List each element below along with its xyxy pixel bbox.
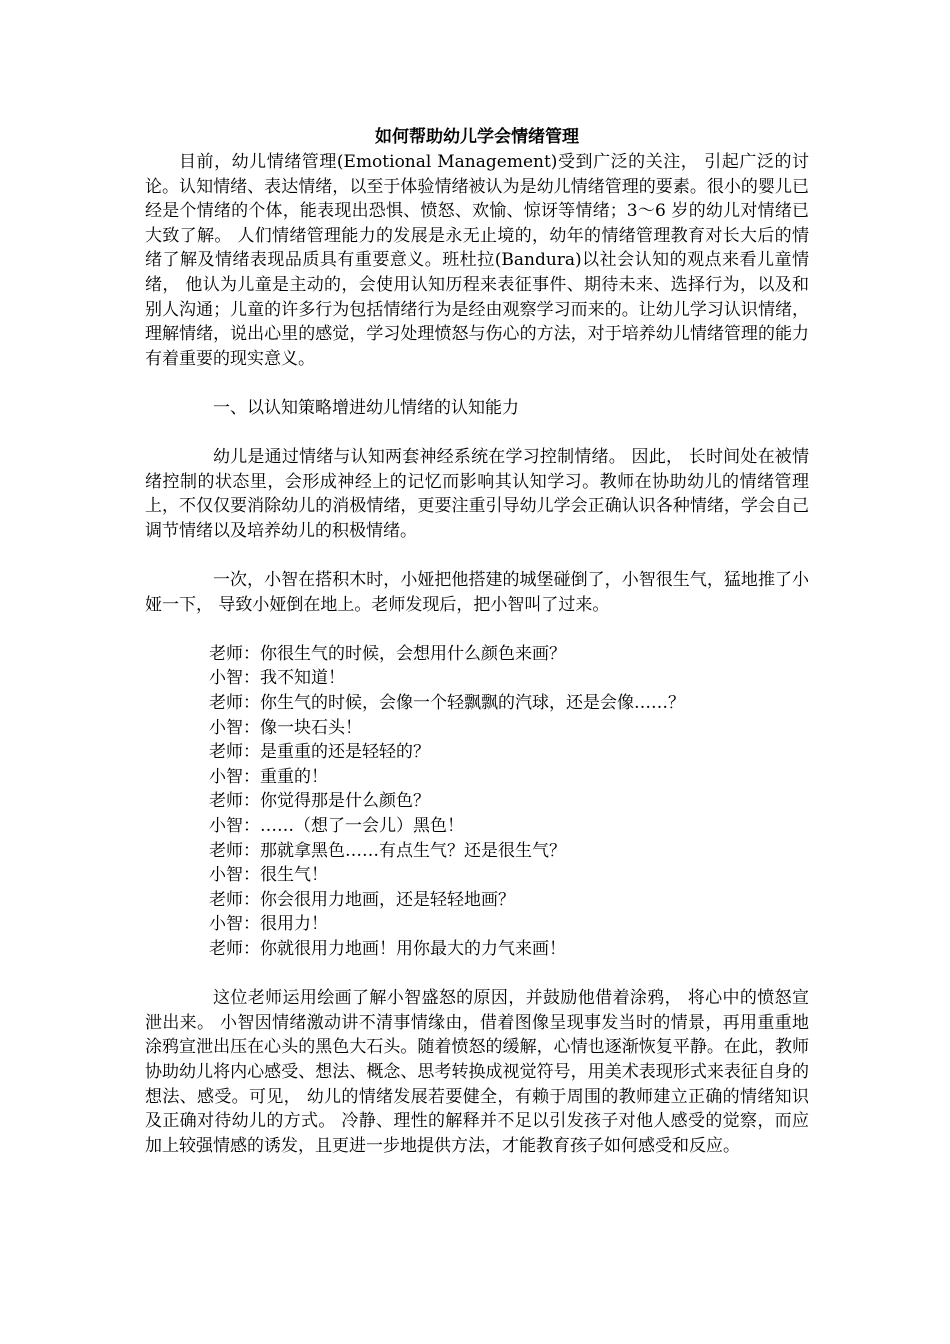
dialogue-line: 小智：像一块石头！ <box>209 717 362 738</box>
spacer <box>145 421 809 446</box>
dialogue-line: 老师：是重重的还是轻轻的？ <box>209 742 430 763</box>
body-paragraph: 幼儿是通过情绪与认知两套神经系统在学习控制情绪。 因此， 长时间处在被情绪控制的状态里，会形成神经上的记忆而影响其认知学习。教师在协助幼儿的情绪管理上，不仅仅要消除幼儿的消极情绪，更要注重引导幼儿学会正确认识各种情绪，学会自己调节情绪以及培养幼儿的积极情绪。 <box>145 447 809 541</box>
dialogue-line: 老师：你觉得那是什么颜色？ <box>209 791 430 812</box>
spacer <box>145 544 809 569</box>
dialogue-list <box>145 642 809 962</box>
analysis-paragraph: 这位老师运用绘画了解小智盛怒的原因，并鼓励他借着涂鸦， 将心中的愤怒宣泄出来。 小智因情绪激动讲不清事情缘由，借着图像呈现事发当时的情景，再用重重地涂鸦宣泄出压在心头的黑色大石头。随着愤怒的缓解，心情也逐渐恢复平静。在此，教师协助幼儿将内心感受、想法、概念、思考转换成视觉符号，用美术表现形式来表征自身的想法、感受。可见， 幼儿的情绪发展若要健全，有赖于周围的教师建立正确的情绪知识及正确对待幼儿的方式。 冷静、理性的解释并不足以引发孩子对他人感受的觉察，而应加上较强情感的诱发，且更进一步地提供方法，才能教育孩子如何感受和反应。 <box>145 988 809 1156</box>
dialogue-line: 老师：你很生气的时候，会想用什么颜色来画？ <box>209 643 566 664</box>
section-heading: 一、以认知策略增进幼儿情绪的认知能力 <box>213 397 519 418</box>
dialogue-line: 老师：你会很用力地画，还是轻轻地画？ <box>209 889 515 910</box>
document-title: 如何帮助幼儿学会情绪管理 <box>375 127 579 147</box>
spacer <box>145 617 809 642</box>
spacer <box>145 371 809 396</box>
dialogue-line: 小智：很生气！ <box>209 865 328 886</box>
dialogue-line: 小智：很用力！ <box>209 914 328 935</box>
dialogue-line: 小智：我不知道！ <box>209 668 345 689</box>
dialogue-line: 老师：你生气的时候，会像一个轻飘飘的汽球，还是会像……？ <box>209 693 685 714</box>
dialogue-line: 老师：那就拿黑色……有点生气？还是很生气？ <box>209 840 566 861</box>
dialogue-line: 小智：重重的！ <box>209 766 328 787</box>
spacer <box>145 962 809 987</box>
document-page <box>145 124 809 1158</box>
intro-paragraph: 目前，幼儿情绪管理(Emotional Management)受到广泛的关注， 引起广泛的讨论。认知情绪、表达情绪，以至于体验情绪被认为是幼儿情绪管理的要素。很小的婴儿已经是个情绪的个体，能表现出恐惧、愤怒、欢愉、惊讶等情绪；3～6 岁的幼儿对情绪已大致了解。 人们情绪管理能力的发展是永无止境的，幼年的情绪管理教育对长大后的情绪了解及情绪表现品质具有重要意义。班杜拉(Bandura)以社会认知的观点来看儿童情绪， 他认为儿童是主动的，会使用认知历程来表征事件、期待未来、选择行为，以及和别人沟通；儿童的许多行为包括情绪行为是经由观察学习而来的。让幼儿学习认识情绪，理解情绪，说出心里的感觉，学习处理愤怒与伤心的方法，对于培养幼儿情绪管理的能力有着重要的现实意义。 <box>145 152 809 369</box>
dialogue-line: 老师：你就很用力地画！用你最大的力气来画！ <box>209 939 566 959</box>
dialogue-line: 小智：……（想了一会儿）黑色！ <box>209 816 464 837</box>
story-paragraph: 一次，小智在搭积木时，小娅把他搭建的城堡碰倒了，小智很生气，猛地推了小娅一下， 导致小娅倒在地上。老师发现后，把小智叫了过来。 <box>145 570 809 615</box>
